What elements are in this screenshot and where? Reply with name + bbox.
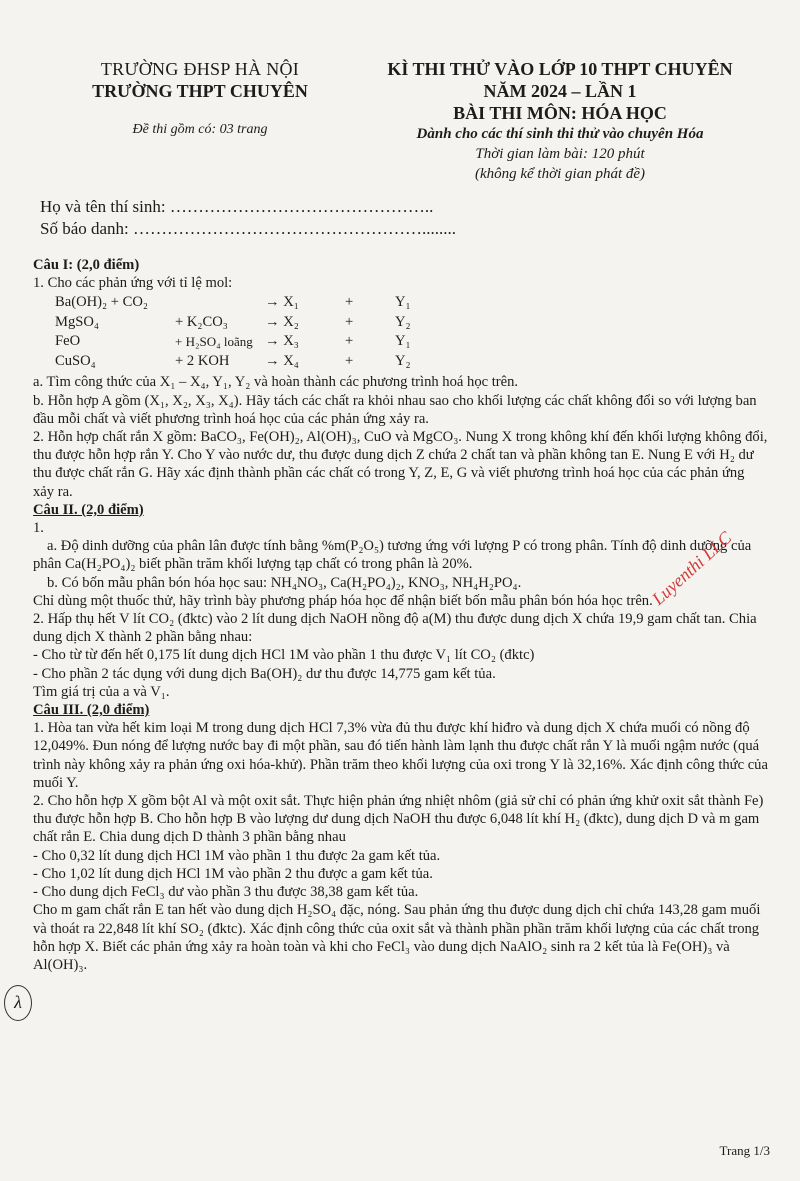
- q2-number-1: 1.: [33, 520, 44, 537]
- reactant-1: MgSO₄: [55, 313, 100, 330]
- exam-title: KÌ THI THỬ VÀO LỚP 10 THPT CHUYÊN: [387, 59, 733, 79]
- product-y: Y₂: [395, 352, 411, 369]
- question-1-title: Câu I: (2,0 điểm): [33, 257, 140, 273]
- school-name-1: TRƯỜNG ĐHSP HÀ NỘI: [100, 59, 300, 79]
- q3-part1: 1. Hòa tan vừa hết kim loại M trong dung dịch HCl 7,3% vừa đủ thu được khí hiđro và dung dịch X chứa muối có nồng độ 12,049%. Đun nóng để lượng nước bay đi một phần, sau đó tiến hành làm lạnh thu được chất rắn Y là muối ngậm nước (quá trình này không xảy ra phản ứng oxi hóa-khử). Phần trăm theo khối lượng của oxi trong Y là 32,16%. Xác định công thức của muối Y.: [33, 720, 768, 791]
- exam-duration-note: (không kể thời gian phát đề): [474, 166, 646, 182]
- reaction-row: [55, 313, 768, 333]
- reactant-1: Ba(OH)₂ + CO₂: [55, 294, 148, 311]
- page-number: Trang 1/3: [719, 1143, 770, 1158]
- product-x: → X₂: [265, 313, 299, 330]
- reactant-1: FeO: [55, 333, 81, 350]
- exam-audience: Dành cho các thí sinh thi thử vào chuyên Hóa: [416, 126, 704, 142]
- reaction-row: [55, 352, 768, 372]
- q1-part2: 2. Hỗn hợp chất rắn X gồm: BaCO₃, Fe(OH)₂, Al(OH)₃, CuO và MgCO₃. Nung X trong không khí đến khối lượng không đổi, thu được hỗn hợp rắn Y. Cho Y vào nước dư, thu được dung dịch Z chứa 2 chất tan và phần không tan E. Nung E với H₂ dư thu được chất rắn G. Hãy xác định thành phần các chất có trong Y, Z, E, G và viết phương trình hoá học của các phản ứng xảy ra.: [33, 429, 768, 500]
- q2-dash-1: - Cho từ từ đến hết 0,175 lít dung dịch HCl 1M vào phần 1 thu được V₁ lít CO₂ (đktc): [33, 647, 535, 664]
- candidate-info: [40, 196, 456, 240]
- q1-part-a: a. Tìm công thức của X₁ – X₄, Y₁, Y₂ và hoàn thành các phương trình hoá học trên.: [33, 374, 519, 391]
- q3-dash-3: - Cho dung dịch FeCl₃ dư vào phần 3 thu được 38,38 gam kết tủa.: [33, 884, 419, 901]
- reactant-2: [175, 293, 265, 313]
- school-header: [60, 58, 340, 138]
- q3-part2: 2. Cho hỗn hợp X gồm bột Al và một oxit sắt. Thực hiện phản ứng nhiệt nhôm (giả sử chỉ có phản ứng khử oxit sắt thành Fe) thu được hỗn hợp B. Cho hỗn hợp B vào lượng dư dung dịch NaOH thu được 6,048 lít khí H₂ (đktc), dung dịch D và m gam chất rắn E. Chia dung dịch D thành 3 phần bằng nhau: [33, 793, 764, 846]
- exam-body: [33, 256, 768, 974]
- product-y: Y₁: [395, 333, 411, 350]
- plus: +: [345, 313, 354, 330]
- plus: +: [345, 333, 354, 350]
- reactant-2: + 2 KOH: [175, 352, 230, 369]
- margin-annotation: λ: [4, 985, 32, 1021]
- plus: +: [345, 294, 354, 311]
- reaction-row: [55, 293, 768, 313]
- q3-dash-2: - Cho 1,02 lít dung dịch HCl 1M vào phần 2 thu được a gam kết tủa.: [33, 865, 433, 882]
- product-x: → X₄: [265, 352, 299, 369]
- watermark-stamp: Luyenthi LLC: [648, 527, 736, 609]
- page-count-note: Đề thi gồm có: 03 trang: [132, 122, 268, 137]
- exam-year: NĂM 2024 – LẦN 1: [483, 81, 637, 101]
- q2-part-b: b. Có bốn mẫu phân bón hóa học sau: NH₄NO₃, Ca(H₂PO₄)₂, KNO₃, NH₄H₂PO₄.: [47, 574, 522, 591]
- reactant-1: CuSO₄: [55, 352, 96, 369]
- q1-part-b: b. Hỗn hợp A gồm (X₁, X₂, X₃, X₄). Hãy tách các chất ra khỏi nhau sao cho khối lượng các chất không đổi so với lượng ban đầu mỗi chất và viết phương trình hoá học của các phản ứng xảy ra.: [33, 392, 757, 427]
- q2-part2: 2. Hấp thụ hết V lít CO₂ (đktc) vào 2 lít dung dịch NaOH nồng độ a(M) thu được dung dịch X chứa 19,9 gam chất tan. Chia dung dịch X thành 2 phần bằng nhau:: [33, 611, 757, 646]
- candidate-name-line: Họ và tên thí sinh: ………………………………………..: [40, 197, 434, 216]
- q2-part-a: a. Độ dinh dưỡng của phân lân được tính bằng %m(P₂O₅) tương ứng với lượng P có trong phân. Tính độ dinh dưỡng của phân Ca(H₂PO₄)₂ biết phần trăm khối lượng tạp chất có trong phân là 20%.: [33, 538, 752, 573]
- reaction-row: [55, 332, 768, 352]
- reactant-2: + K₂CO₃: [175, 313, 228, 330]
- product-y: Y₁: [395, 294, 411, 311]
- plus: +: [345, 352, 354, 369]
- product-y: Y₂: [395, 313, 411, 330]
- exam-header: [355, 58, 765, 184]
- q2-find: Tìm giá trị của a và V₁.: [33, 683, 170, 700]
- product-x: → X₁: [265, 294, 299, 311]
- exam-duration: Thời gian làm bài: 120 phút: [475, 146, 645, 162]
- q3-part3: Cho m gam chất rắn E tan hết vào dung dịch H₂SO₄ đặc, nóng. Sau phản ứng thu được dung dịch chỉ chứa 143,28 gam muối và thoát ra 22,848 lít khí SO₂ (đktc). Xác định công thức của oxit sắt và thành phần phần trăm khối lượng của các chất trong hỗn hợp X. Biết các phản ứng xảy ra hoàn toàn và khi cho FeCl₃ vào dung dịch NaAlO₂ sinh ra 2 kết tủa là Fe(OH)₃ và Al(OH)₃.: [33, 902, 761, 973]
- question-3-title: Câu III. (2,0 điểm): [33, 702, 150, 719]
- q2-part-b-cont: Chỉ dùng một thuốc thử, hãy trình bày phương pháp hóa học để nhận biết bốn mẫu phân bón hóa học trên.: [33, 592, 653, 609]
- q2-dash-2: - Cho phần 2 tác dụng với dung dịch Ba(OH)₂ dư thu được 14,775 gam kết tủa.: [33, 665, 496, 682]
- reaction-list: [33, 293, 768, 371]
- q3-dash-1: - Cho 0,32 lít dung dịch HCl 1M vào phần 1 thu được 2a gam kết tủa.: [33, 847, 441, 864]
- school-name-2: TRƯỜNG THPT CHUYÊN: [92, 81, 308, 101]
- product-x: → X₃: [265, 333, 299, 350]
- candidate-id-line: Số báo danh: ……………………………………………........: [40, 219, 457, 238]
- reactant-2: + H₂SO₄ loãng: [175, 334, 253, 350]
- question-2-title: Câu II. (2,0 điểm): [33, 501, 144, 518]
- q1-part1: 1. Cho các phản ứng với tỉ lệ mol:: [33, 275, 233, 292]
- exam-subject: BÀI THI MÔN: HÓA HỌC: [453, 103, 667, 123]
